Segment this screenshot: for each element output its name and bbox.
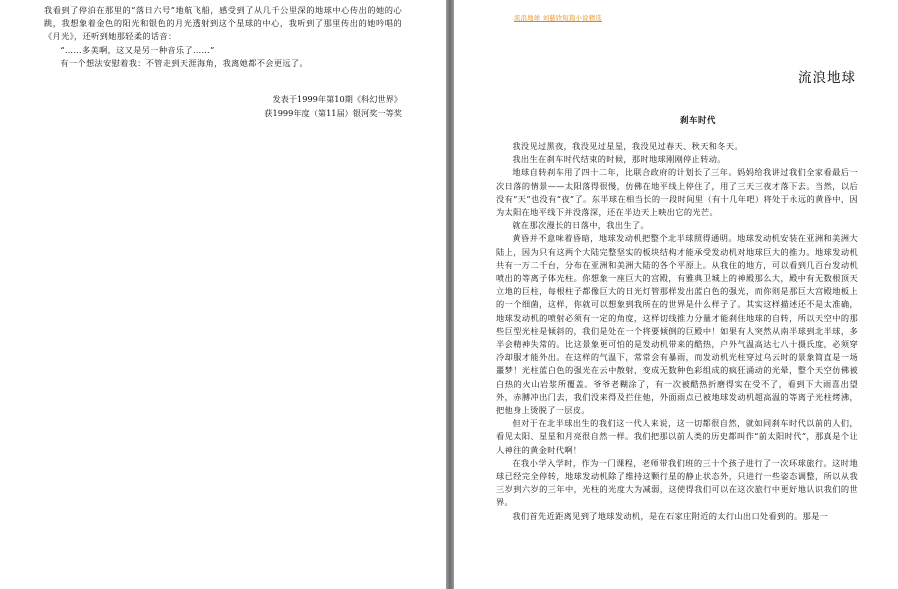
publication-info xyxy=(264,93,402,120)
paragraph: 我没见过黑夜，我没见过星星，我没见过春天、秋天和冬天。 xyxy=(512,141,743,151)
paragraph: 但对于在北半球出生的我们这一代人来说，这一切都很自然，就如同刹车时代以前的人们，看见太阳、星星和月亮很自然一样。我们把那以前人类的历史都叫作“前太阳时代”，那真是个让人神往的黄金时代啊！ xyxy=(496,418,858,455)
paragraph: 黄昏并不意味着昏暗，地球发动机把整个北半球照得通明。地球发动机安装在亚洲和美洲大陆上，因为只有这两个大陆完整坚实的板块结构才能承受发动机对地球巨大的推力。地球发动机共有一万二千台，分布在亚洲和美洲大陆的各个平原上。从我住的地方，可以看到几百台发动机喷出的等离子体光柱。你想象一座巨大的宫殿，有雅典卫城上的神殿那么大，殿中有无数根顶天立地的巨柱，每根柱子都像巨大的日光灯管那样发出蓝白色的强光，而你则是那巨大宫殿地板上的一个细菌，这样，你就可以想象到我所在的世界是什么样子了。其实这样描述还不是太准确，地球发动机的喷射必须有一定的角度，这样切线推力分量才能刹住地球的自转，所以天空中的那些巨型光柱是倾斜的，我们是处在一个将要倾倒的巨殿中！如果有人突然从南半球到北半球，多半会精神失常的。比这景象更可怕的是发动机带来的酷热，户外气温高达七八十摄氏度，必须穿冷却服才能外出。在这样的气温下，常常会有暴雨，而发动机光柱穿过乌云时的景象简直是一场噩梦！光柱蓝白色的强光在云中散射，变成无数种色彩组成的疯狂涌动的光晕，整个天空仿佛被白热的火山岩浆所覆盖。爷爷老糊涂了，有一次被酷热折磨得实在受不了，看到下大雨喜出望外，赤膊冲出门去，我们没来得及拦住他，外面雨点已被地球发动机超高温的等离子光柱烤沸，把他身上烫脱了一层皮。 xyxy=(496,233,858,416)
paragraph: 我们首先近距离见到了地球发动机，是在石家庄附近的太行山出口处看到的。那是一 xyxy=(512,510,829,521)
left-page xyxy=(0,0,446,589)
publication-line: 发表于1999年第10期《科幻世界》 xyxy=(272,94,402,104)
paragraph: 就在那次漫长的日落中，我出生了。 xyxy=(512,220,649,231)
right-page-text xyxy=(496,140,858,523)
section-title: 刹车时代 xyxy=(680,115,716,125)
running-header-link[interactable]: 流浪地球 刘慈欣短篇小说精选 xyxy=(514,14,602,22)
paragraph: 我出生在刹车时代结束的时候，那时地球刚刚停止转动。 xyxy=(512,154,726,165)
page-divider xyxy=(446,0,454,589)
award-line: 获1999年度（第11届）银河奖一等奖 xyxy=(264,107,402,118)
left-page-text xyxy=(44,4,402,70)
story-title: 流浪地球 xyxy=(798,70,856,86)
paragraph: “……多美啊，这又是另一种音乐了……” xyxy=(60,44,215,55)
right-page xyxy=(454,0,898,589)
paragraph: 在我小学入学时，作为一门课程，老师带我们班的三十个孩子进行了一次环球旅行。这时地球已经完全停转，地球发动机除了维持这颗行星的静止状态外，只进行一些姿态调整，所以从我三岁到六岁的三年中，光柱的光度大为减弱，这使得我们可以在这次旅行中更好地认识我们的世界。 xyxy=(496,457,858,508)
paragraph: 我看到了停泊在那里的“落日六号”地航飞船，感受到了从几千公里深的地球中心传出的她的心跳，我想象着金色的阳光和银色的月光透射到这个星球的中心，我听到了那里传出的她吟唱的《月光》，还听到她那轻柔的话音： xyxy=(44,5,402,42)
paragraph: 地球自转刹车用了四十二年，比联合政府的计划长了三年。妈妈给我讲过我们全家看最后一次日落的情景——太阳落得很慢，仿佛在地平线上停住了，用了三天三夜才落下去。当然，以后没有“天”也没有“夜”了。东半球在相当长的一段时间里（有十几年吧）将处于永远的黄昏中，因为太阳在地平线下并没落深，还在半边天上映出它的光芒。 xyxy=(496,167,858,218)
paragraph: 有一个想法安慰着我：不管走到天涯海角，我离她都不会更远了。 xyxy=(60,57,308,68)
